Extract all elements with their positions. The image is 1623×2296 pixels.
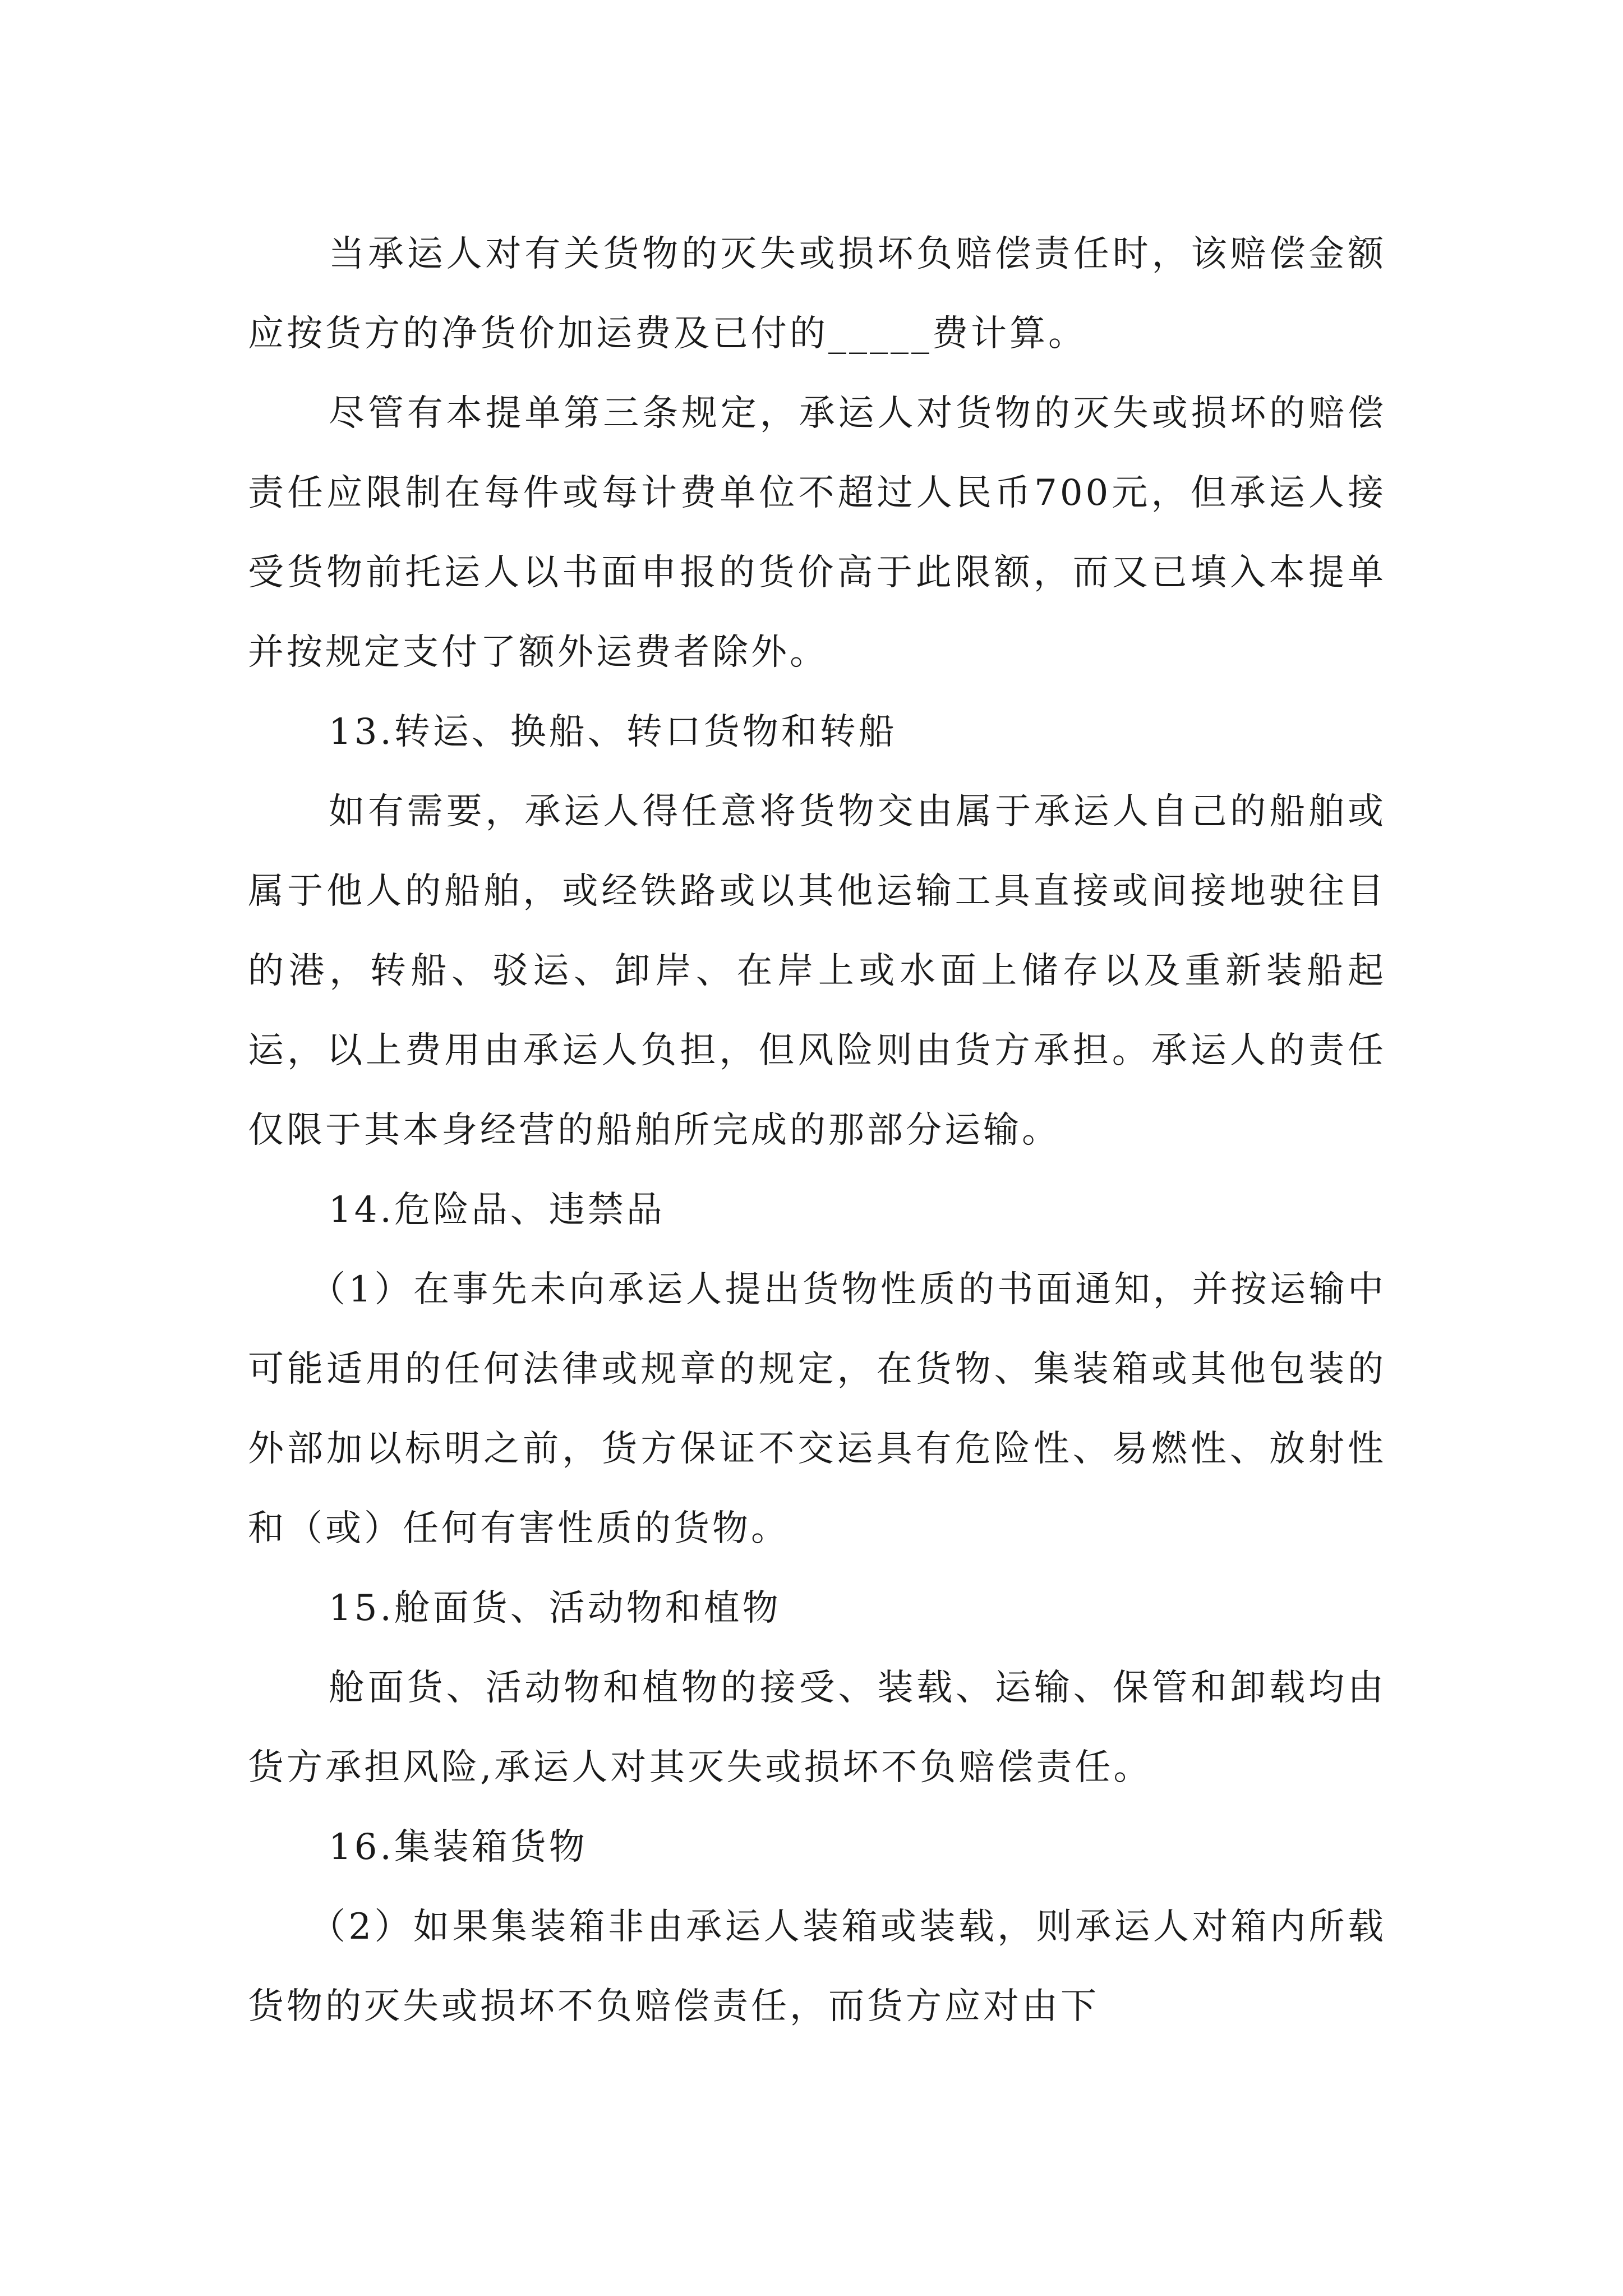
paragraph-liability-limit: 尽管有本提单第三条规定，承运人对货物的灭失或损坏的赔偿责任应限制在每件或每计费单位不超过人民币700元，但承运人接受货物前托运人以书面申报的货价高于此限额，而又已填入本提单并按规定支付了额外运费者除外。 (248, 393, 1386, 673)
section-heading-16: 16.集装箱货物 (329, 1826, 588, 1868)
paragraph-dangerous-goods: （1）在事先未向承运人提出货物性质的书面通知，并按运输中可能适用的任何法律或规章的规定，在货物、集装箱或其他包装的外部加以标明之前，货方保证不交运具有危险性、易燃性、放射性和（或）任何有害性质的货物。 (248, 1269, 1386, 1549)
section-heading-13: 13.转运、换船、转口货物和转船 (329, 711, 897, 753)
section-heading-14: 14.危险品、违禁品 (329, 1189, 665, 1231)
paragraph-transshipment: 如有需要，承运人得任意将货物交由属于承运人自己的船舶或属于他人的船舶，或经铁路或以其他运输工具直接或间接地驶往目的港，转船、驳运、卸岸、在岸上或水面上储存以及重新装船起运，以上费用由承运人负担，但风险则由货方承担。承运人的责任仅限于其本身经营的船舶所完成的那部分运输。 (248, 791, 1386, 1151)
document-body (248, 214, 1386, 2046)
paragraph-deck-cargo: 舱面货、活动物和植物的接受、装载、运输、保管和卸载均由货方承担风险,承运人对其灭失或损坏不负赔偿责任。 (248, 1667, 1386, 1788)
section-heading-15: 15.舱面货、活动物和植物 (329, 1588, 781, 1629)
paragraph-container-cargo: （2）如果集装箱非由承运人装箱或装载，则承运人对箱内所载货物的灭失或损坏不负赔偿责任，而货方应对由下 (248, 1906, 1386, 2027)
paragraph-compensation-amount: 当承运人对有关货物的灭失或损坏负赔偿责任时，该赔偿金额应按货方的净货价加运费及已付的_____费计算。 (248, 233, 1386, 355)
